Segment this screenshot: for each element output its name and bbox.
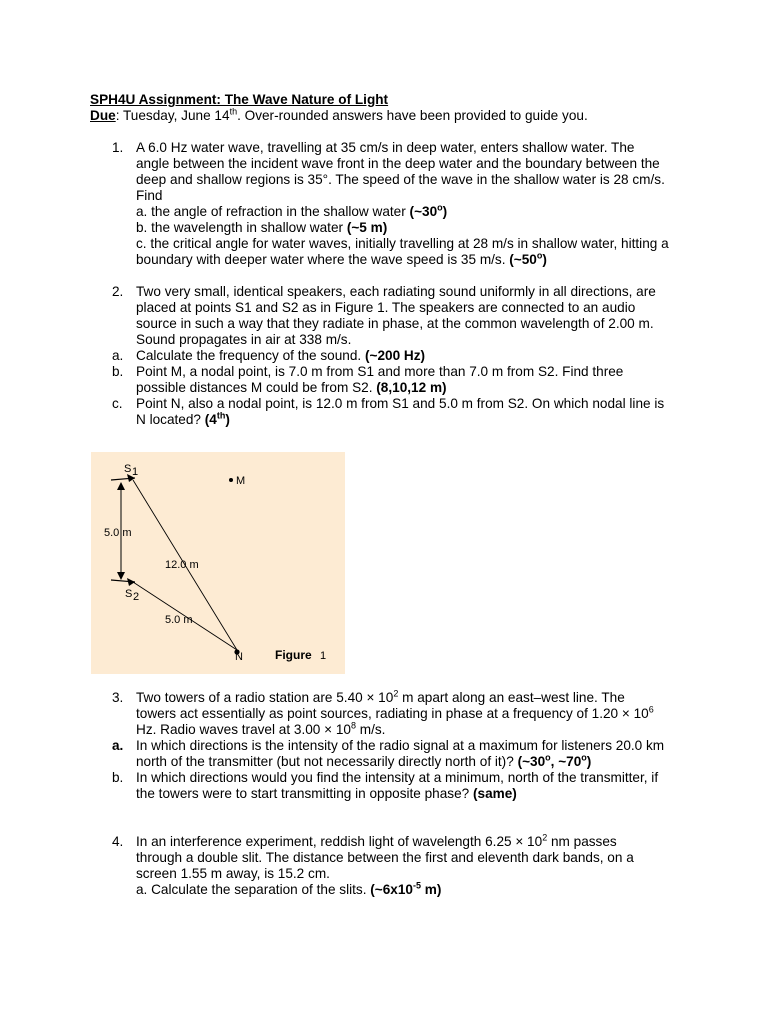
assignment-page-continued <box>90 690 700 898</box>
sub-question-text: a. Calculate the separation of the slits. <box>136 882 371 897</box>
question-2 <box>90 284 700 348</box>
figure-caption-word: Figure <box>275 648 312 662</box>
text: In an interference experiment, reddish light of wavelength 6.25 × 10 <box>136 834 543 849</box>
answer-value: (~30 <box>409 204 438 219</box>
question-text-line <box>136 706 700 722</box>
text: nm passes <box>547 834 617 849</box>
sub-question-c <box>90 396 700 428</box>
question-text-line: screen 1.55 m away, is 15.2 cm. <box>136 866 330 881</box>
sub-question-label: a. <box>112 738 124 753</box>
sub-question-label: b. <box>112 770 124 785</box>
sub-question-text: Calculate the frequency of the sound. <box>136 348 365 363</box>
page-title: SPH4U Assignment: The Wave Nature of Light <box>90 92 389 107</box>
sub-question-b <box>136 220 700 236</box>
sub-question-label: b. <box>112 364 124 379</box>
sub-question-text: the towers were to start transmitting in opposite phase? <box>136 786 473 801</box>
answer-value: (~50 <box>509 252 537 267</box>
sub-question-b <box>90 770 700 802</box>
answer-close: m) <box>420 882 442 897</box>
exponent: 2 <box>393 688 399 699</box>
degree-mark: o <box>581 752 587 763</box>
point-n-label: N <box>235 651 243 663</box>
degree-mark: o <box>437 202 443 213</box>
question-text-line: A 6.0 Hz water wave, travelling at 35 cm/s in deep water, enters shallow water. The <box>136 140 635 155</box>
answer-value: (~30 <box>517 754 546 769</box>
ordinal-suffix: th <box>216 410 226 421</box>
question-number: 4. <box>112 834 124 849</box>
figure-caption-number: 1 <box>320 650 327 662</box>
question-number: 1. <box>112 140 124 155</box>
sub-question-c: c. the critical angle for water waves, initially travelling at 28 m/s in shallow water, hitting a <box>136 236 669 251</box>
question-text-line: angle between the incident wave front in the deep water and the boundary between the <box>136 156 660 171</box>
answer <box>518 754 592 769</box>
question-text-line: Two very small, identical speakers, each radiating sound uniformly in all directions, are <box>136 284 656 299</box>
answer-value: (4 <box>204 412 217 427</box>
answer-close: ) <box>225 412 230 427</box>
distance-label-s1-s2: 5.0 m <box>104 527 132 539</box>
answer-close: ) <box>542 252 547 267</box>
figure-diagram <box>91 452 345 674</box>
question-text-line <box>136 834 700 850</box>
sub-question-text: In which directions is the intensity of the radio signal at a maximum for listeners 20.0 km <box>136 738 665 753</box>
sub-question-c-cont <box>136 252 700 268</box>
answer: (8,10,12 m) <box>376 380 447 395</box>
sub-question-text: boundary with deeper water where the wave speed is 35 m/s. <box>136 252 510 267</box>
s2-subscript: 2 <box>133 591 140 603</box>
sub-question-a <box>90 738 700 770</box>
sub-question-text: b. the wavelength in shallow water <box>136 220 347 235</box>
question-text-line: through a double slit. The distance between the first and eleventh dark bands, on a <box>136 850 634 865</box>
question-3 <box>90 690 700 738</box>
s1-label: S <box>124 463 132 475</box>
question-text-line: Sound propagates in air at 338 m/s. <box>136 332 352 347</box>
answer-close: ) <box>586 754 592 769</box>
speaker-s2 <box>111 578 135 586</box>
sub-question-a <box>136 882 700 898</box>
sub-question-a <box>90 348 700 364</box>
sub-question-text: Point M, a nodal point, is 7.0 m from S1 and more than 7.0 m from S2. Find three <box>136 364 624 379</box>
exponent: -5 <box>412 880 421 891</box>
sub-question-text: north of the transmitter (but not necessarily directly north of it)? <box>136 754 518 769</box>
text: m apart along an east–west line. The <box>398 690 625 705</box>
answer <box>370 882 441 897</box>
question-text-line <box>136 722 700 738</box>
answer-value: , ~70 <box>550 754 582 769</box>
answer <box>410 204 448 219</box>
sub-question-b <box>90 364 700 396</box>
sub-question-text: N located? <box>136 412 205 427</box>
answer: (~5 m) <box>346 220 388 235</box>
question-1 <box>90 140 700 268</box>
sub-question-text: a. the angle of refraction in the shallow water <box>136 204 410 219</box>
text: Hz. Radio waves travel at 3.00 × 10 <box>136 722 351 737</box>
exponent: 8 <box>350 720 356 731</box>
due-date: : Tuesday, June 14 <box>115 108 230 123</box>
point-m <box>229 478 233 482</box>
assignment-page <box>90 92 700 428</box>
figure-1 <box>91 452 345 674</box>
answer: (same) <box>473 786 517 801</box>
sub-question-text: In which directions would you find the intensity at a minimum, north of the transmitter, if <box>136 770 659 785</box>
distance-label-s1-n: 12.0 m <box>165 559 199 571</box>
point-m-label: M <box>236 475 246 487</box>
question-text-line: deep and shallow regions is 35°. The speed of the wave in the shallow water is 28 cm/s. <box>136 172 665 187</box>
due-date-suffix: th <box>229 106 238 117</box>
text: Two towers of a radio station are 5.40 × 10 <box>136 690 394 705</box>
degree-mark: o <box>536 250 543 261</box>
text: m/s. <box>356 722 386 737</box>
question-text-line: source in such a way that they radiate in phase, at the common wavelength of 2.00 m. <box>136 316 654 331</box>
question-number: 2. <box>112 284 124 299</box>
question-number: 3. <box>112 690 124 705</box>
sub-question-label: a. <box>112 348 124 363</box>
due-label: Due <box>90 108 116 123</box>
question-text-line: Find <box>136 188 163 203</box>
sub-question-text: possible distances M could be from S2. <box>136 380 377 395</box>
question-text-line: placed at points S1 and S2 as in Figure 1. The speakers are connected to an audio <box>136 300 636 315</box>
s1-subscript: 1 <box>132 466 139 478</box>
answer <box>509 252 547 267</box>
exponent: 2 <box>542 832 548 843</box>
answer-close: ) <box>442 204 448 219</box>
due-line <box>90 108 700 124</box>
s2-label: S <box>125 588 133 600</box>
distance-label-s2-n: 5.0 m <box>165 614 193 626</box>
answer <box>205 412 230 427</box>
question-4 <box>90 834 700 898</box>
question-text-line <box>136 690 700 706</box>
text: towers act essentially as point sources, radiating in phase at a frequency of 1.20 × 10 <box>136 706 649 721</box>
degree-mark: o <box>545 752 551 763</box>
answer-value: (~6x10 <box>370 882 413 897</box>
due-note: . Over-rounded answers have been provided to guide you. <box>237 108 588 123</box>
sub-question-text: Point N, also a nodal point, is 12.0 m from S1 and 5.0 m from S2. On which nodal line is <box>136 396 665 411</box>
exponent: 6 <box>648 704 654 715</box>
sub-question-label: c. <box>112 396 123 411</box>
sub-question-a <box>136 204 700 220</box>
answer: (~200 Hz) <box>364 348 426 363</box>
